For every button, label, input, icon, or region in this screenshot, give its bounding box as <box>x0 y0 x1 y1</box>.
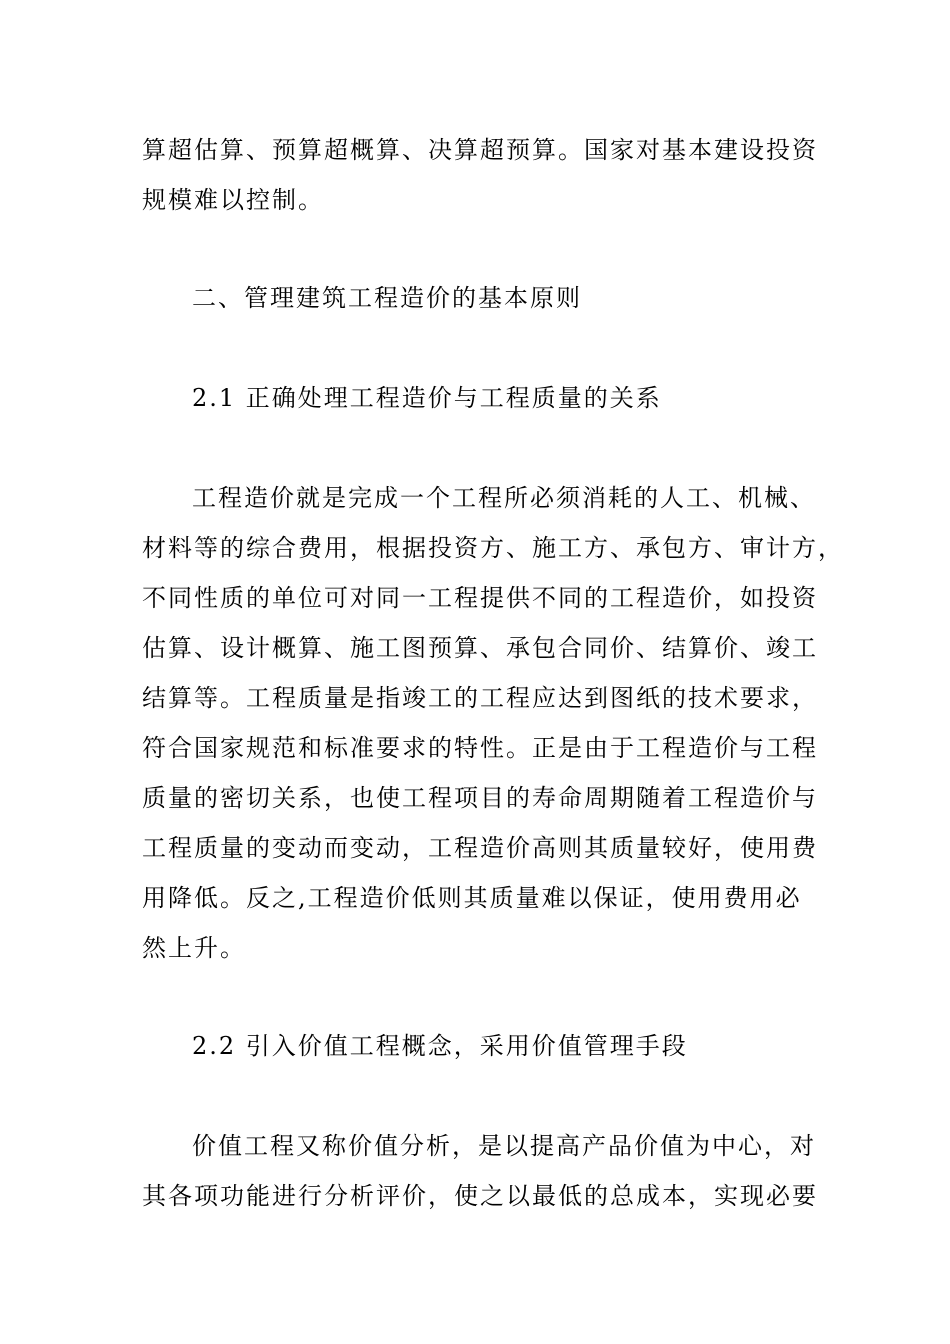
paragraph-1-line-2: 规模难以控制。 <box>142 186 324 214</box>
paragraph-2-line-1: 工程造价就是完成一个工程所必须消耗的人工、机械、 <box>192 484 816 512</box>
paragraph-2-line-5: 结算等。工程质量是指竣工的工程应达到图纸的技术要求， <box>142 684 818 712</box>
paragraph-2-line-4: 估算、设计概算、施工图预算、承包合同价、结算价、竣工 <box>142 634 818 662</box>
subheading-2-1: 2.1 正确处理工程造价与工程质量的关系 <box>192 384 662 412</box>
paragraph-2-line-7: 质量的密切关系，也使工程项目的寿命周期随着工程造价与 <box>142 784 818 812</box>
section-heading-2: 二、管理建筑工程造价的基本原则 <box>192 284 582 312</box>
paragraph-2-line-9: 用降低。反之,工程造价低则其质量难以保证，使用费用必 <box>142 884 802 912</box>
paragraph-2-line-8: 工程质量的变动而变动，工程造价高则其质量较好，使用费 <box>142 834 818 862</box>
paragraph-2-line-3: 不同性质的单位可对同一工程提供不同的工程造价，如投资 <box>142 584 818 612</box>
subheading-2-2: 2.2 引入价值工程概念，采用价值管理手段 <box>192 1032 688 1060</box>
paragraph-2-line-6: 符合国家规范和标准要求的特性。正是由于工程造价与工程 <box>142 734 818 762</box>
paragraph-2-line-10: 然上升。 <box>142 934 246 962</box>
paragraph-2-line-2: 材料等的综合费用，根据投资方、施工方、承包方、审计方， <box>142 534 844 562</box>
paragraph-3-line-1: 价值工程又称价值分析，是以提高产品价值为中心，对 <box>192 1132 816 1160</box>
paragraph-3-line-2: 其各项功能进行分析评价，使之以最低的总成本，实现必要 <box>142 1182 818 1210</box>
paragraph-1-line-1: 算超估算、预算超概算、决算超预算。国家对基本建设投资 <box>142 136 818 164</box>
